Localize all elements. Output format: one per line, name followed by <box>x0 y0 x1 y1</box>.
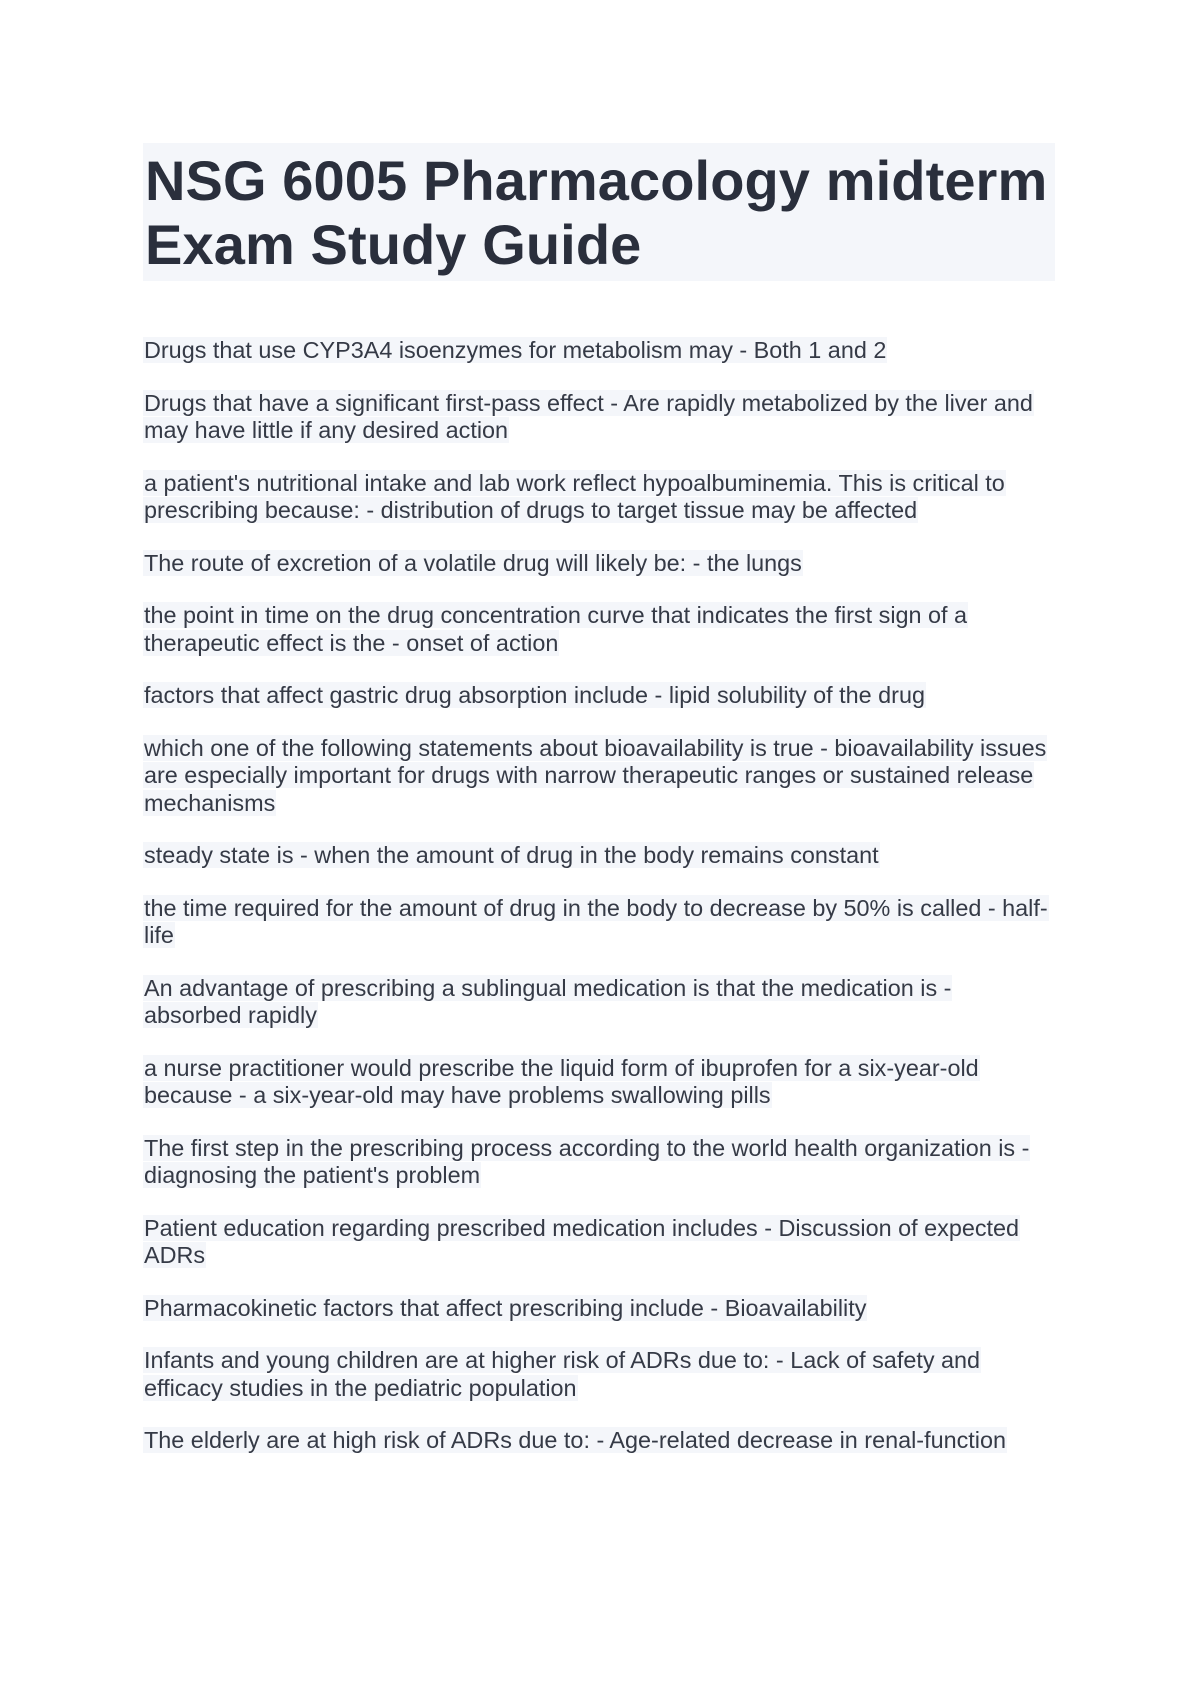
qa-item-2 <box>143 390 1055 445</box>
qa-text: The route of excretion of a volatile drug will likely be: - the lungs <box>144 549 802 576</box>
qa-item-16 <box>143 1427 1055 1455</box>
qa-item-11 <box>143 1055 1055 1110</box>
qa-text: Patient education regarding prescribed medication includes - Discussion of expected ADRs <box>144 1214 1020 1268</box>
qa-text: Pharmacokinetic factors that affect prescribing include - Bioavailability <box>144 1294 867 1321</box>
qa-item-6 <box>143 682 1055 710</box>
qa-item-14 <box>143 1295 1055 1323</box>
qa-item-3 <box>143 470 1055 525</box>
qa-item-10 <box>143 975 1055 1030</box>
qa-text: The elderly are at high risk of ADRs due to: - Age-related decrease in renal-function <box>144 1427 1007 1453</box>
qa-text: The first step in the prescribing process according to the world health organization is - diagnosing the patient's problem <box>144 1134 1030 1188</box>
qa-item-7 <box>143 735 1055 818</box>
qa-text: steady state is - when the amount of drug in the body remains constant <box>144 842 879 868</box>
qa-item-9 <box>143 895 1055 950</box>
page-title: NSG 6005 Pharmacology midterm Exam Study Guide <box>145 149 1048 276</box>
document-page <box>143 143 1055 1480</box>
qa-item-12 <box>143 1135 1055 1190</box>
qa-item-1 <box>143 337 1055 365</box>
qa-item-4 <box>143 550 1055 578</box>
qa-text: which one of the following statements about bioavailability is true - bioavailability issues are especially important for drugs with narrow therapeutic ranges or sustained release mechanisms <box>144 734 1047 816</box>
title-block <box>143 143 1055 281</box>
qa-text: a nurse practitioner would prescribe the liquid form of ibuprofen for a six-year-old because - a six-year-old may have problems swallowing pills <box>144 1054 979 1108</box>
qa-text: factors that affect gastric drug absorption include - lipid solubility of the drug <box>144 682 925 708</box>
qa-item-5 <box>143 602 1055 657</box>
qa-text: Drugs that use CYP3A4 isoenzymes for metabolism may - Both 1 and 2 <box>144 337 887 363</box>
qa-item-8 <box>143 842 1055 870</box>
qa-list <box>143 337 1055 1455</box>
qa-text: Drugs that have a significant first-pass effect - Are rapidly metabolized by the liver and may have little if any desired action <box>144 389 1033 443</box>
qa-text: Infants and young children are at higher risk of ADRs due to: - Lack of safety and efficacy studies in the pediatric population <box>144 1347 981 1401</box>
qa-text: a patient's nutritional intake and lab work reflect hypoalbuminemia. This is critical to prescribing because: - distribution of drugs to target tissue may be affected <box>144 469 1005 523</box>
qa-text: the time required for the amount of drug in the body to decrease by 50% is called - half-life <box>144 894 1048 948</box>
qa-text: the point in time on the drug concentration curve that indicates the first sign of a therapeutic effect is the - onset of action <box>144 602 968 656</box>
qa-text: An advantage of prescribing a sublingual medication is that the medication is - absorbed rapidly <box>144 974 952 1028</box>
qa-item-13 <box>143 1215 1055 1270</box>
qa-item-15 <box>143 1347 1055 1402</box>
